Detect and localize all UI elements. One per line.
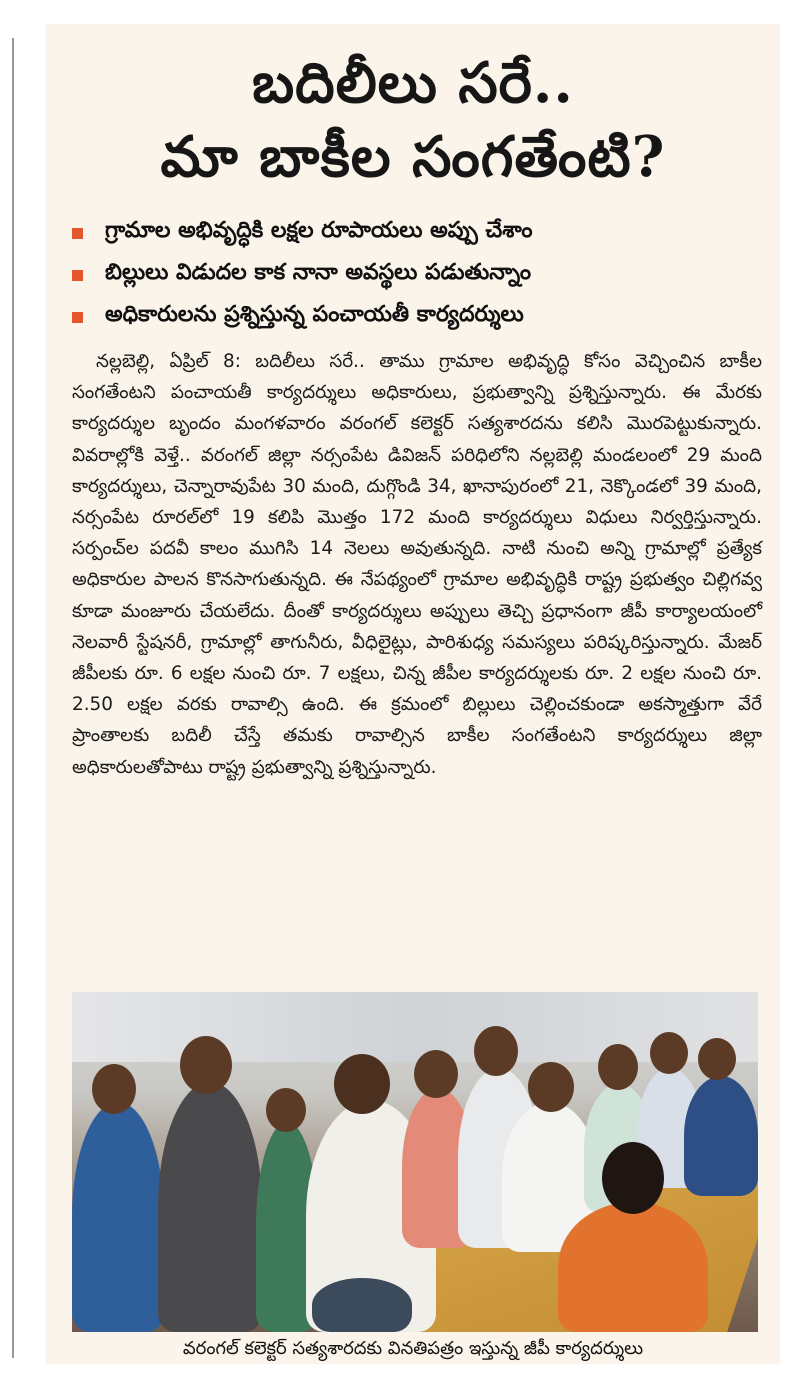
headline-line-1: బదిలీలు సరే.. xyxy=(252,50,574,116)
bullet-text: గ్రామాల అభివృద్ధికి లక్షల రూపాయలు అప్పు చేశాం xyxy=(105,218,533,243)
photo-person-head xyxy=(334,1054,390,1114)
photo-caption: వరంగల్ కలెక్టర్ సత్యశారదకు వినతిపత్రం ఇస్తున్న జీపీ కార్యదర్శులు xyxy=(182,1338,644,1359)
article-body: నల్లబెల్లి, ఏప్రిల్ 8: బదిలీలు సరే.. తాము గ్రామాల అభివృద్ధి కోసం వెచ్చించిన బాకీల సంగతేంటని పంచాయతీ కార్యదర్శులు అధికారులు, ప్రభుత్వాన్ని ప్రశ్నిస్తున్నారు. ఈ మేరకు కార్యదర్శుల బృందం మంగళవారం వరంగల్ కలెక్టర్ సత్యశారదను కలిసి మొరపెట్టుకున్నారు. వివరాల్లోకి వెళ్తే.. వరంగల్ జిల్లా నర్సంపేట డివిజన్ పరిధిలోని నల్లబెల్లి మండలంలో 29 మంది కార్యదర్శులు, చెన్నారావుపేట 30 మంది, దుగ్గొండి 34, ఖానాపురంలో 21, నెక్కొండలో 39 మంది, నర్సంపేట రూరల్‌లో 19 కలిపి మొత్తం 172 మంది కార్యదర్శులు విధులు నిర్వర్తిస్తున్నారు. సర్పంచ్‌ల పదవీ కాలం ముగిసి 14 నెలలు అవుతున్నది. నాటి నుంచి అన్ని గ్రామాల్లో ప్రత్యేక అధికారుల పాలన కొనసాగుతున్నది. ఈ నేపథ్యంలో గ్రామాల అభివృద్ధికి రాష్ట్ర ప్రభుత్వం చిల్లిగవ్వ కూడా మంజూరు చేయలేదు. దీంతో కార్యదర్శులు అప్పులు తెచ్చి ప్రధానంగా జీపీ కార్యాలయంలో నెలవారీ స్టేషనరీ, గ్రామాల్లో తాగునీరు, వీధిలైట్లు, పారిశుధ్య సమస్యలు పరిష్కరిస్తున్నారు. మేజర్ జీపీలకు రూ. 6 లక్షల నుంచి రూ. 7 లక్షలు, చిన్న జీపీల కార్యదర్శులకు రూ. 2 లక్షల నుంచి రూ. 2.50 లక్షల వరకు రావాల్సి ఉంది. ఈ క్రమంలో బిల్లులు చెల్లించకుండా అకస్మాత్తుగా వేరే ప్రాంతాలకు బదిలీ చేస్తే తమకు రావాల్సిన బాకీల సంగతేంటని కార్యదర్శులు జిల్లా అధికారులతోపాటు రాష్ట్ర ప్రభుత్వాన్ని ప్రశ్నిస్తున్నారు. xyxy=(72,351,762,778)
photo-person xyxy=(684,1076,758,1196)
photo-person-head xyxy=(414,1050,458,1098)
photo-person-head xyxy=(180,1036,232,1094)
photo-person xyxy=(558,1202,708,1332)
bullet-item xyxy=(72,296,762,338)
photo-person-head xyxy=(266,1088,306,1132)
photo-person xyxy=(312,1278,412,1332)
photo-person-head xyxy=(650,1032,688,1074)
photo-person-head xyxy=(528,1062,574,1112)
bullet-item xyxy=(72,212,762,254)
photo-person-head xyxy=(598,1044,638,1090)
photo-person-head xyxy=(698,1038,736,1080)
bullet-text: బిల్లులు విడుదల కాక నానా అవస్థలు పడుతున్నాం xyxy=(105,260,531,285)
newspaper-clipping xyxy=(46,24,780,1364)
photo-person-head xyxy=(602,1142,664,1214)
highlight-bullets xyxy=(72,212,762,338)
bullet-square-icon xyxy=(72,228,83,239)
headline xyxy=(46,46,780,194)
bullet-square-icon xyxy=(72,270,83,281)
photo-person-head xyxy=(474,1026,518,1076)
bullet-item xyxy=(72,254,762,296)
photo-person xyxy=(158,1082,262,1332)
bullet-square-icon xyxy=(72,312,83,323)
photo-person-head xyxy=(92,1064,136,1114)
photo-person xyxy=(72,1102,164,1332)
page-margin-rule xyxy=(12,38,14,1358)
bullet-text: అధికారులను ప్రశ్నిస్తున్న పంచాయతీ కార్యదర్శులు xyxy=(105,302,524,327)
news-photo xyxy=(72,992,758,1332)
headline-line-2: మా బాకీల సంగతేంటి? xyxy=(160,124,666,190)
